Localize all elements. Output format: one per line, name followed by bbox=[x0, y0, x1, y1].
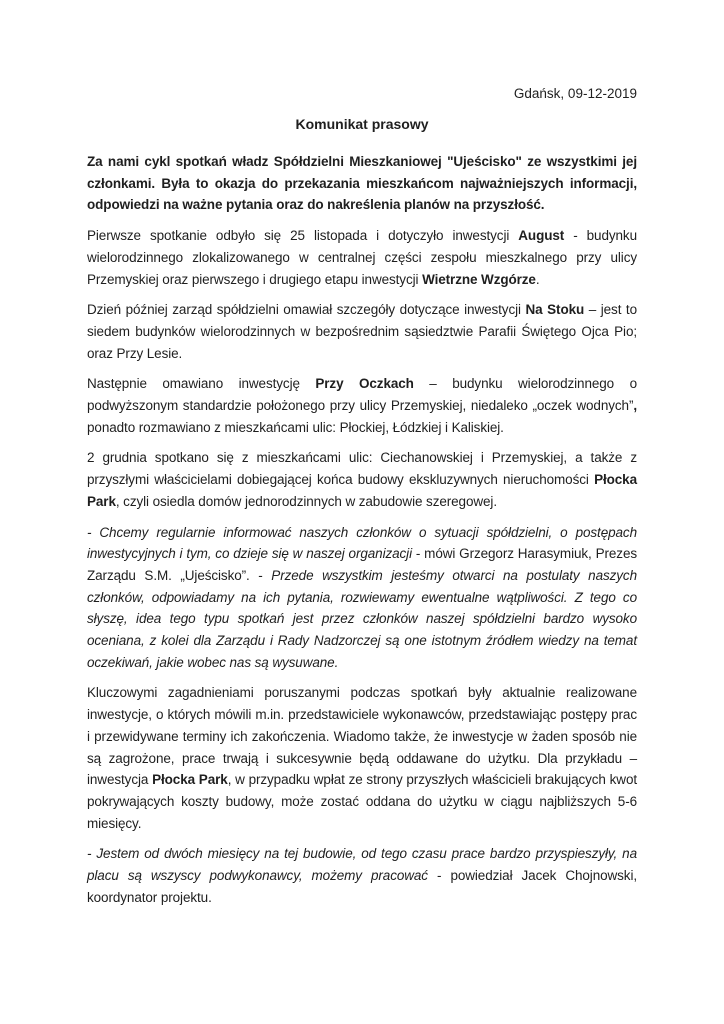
text-run: Przy Oczkach bbox=[315, 376, 414, 392]
paragraph bbox=[87, 843, 637, 908]
text-run: , bbox=[633, 398, 637, 414]
paragraph bbox=[87, 373, 637, 438]
text-run: Płocka Park bbox=[87, 472, 637, 509]
paragraph bbox=[87, 447, 637, 512]
text-run: - Jestem od dwóch miesięcy na tej budowie, od tego czasu prace bardzo przyspieszyły, na placu są wszyscy podwykonawcy, możemy pracować bbox=[87, 846, 637, 884]
text-run: Pierwsze spotkanie odbyło się 25 listopada i dotyczyło inwestycji bbox=[87, 228, 519, 244]
text-run: - Chcemy regularnie informować naszych członków o sytuacji spółdzielni, o postępach inwestycyjnych i tym, co dzieje się w naszej organizacji bbox=[87, 524, 637, 562]
text-run: - powiedział Jacek Chojnowski, koordynator projektu. bbox=[87, 868, 638, 905]
text-run: Kluczowymi zagadnieniami poruszanymi podczas spotkań były aktualnie realizowane inwestycje, o których mówili m.in. przedstawiciele wykonawców, przedstawiając postępy prac i przewidywane terminy ich zakończenia. Wiadomo także, że inwestycje w żaden sposób nie są zagrożone, prace trwają i sukcesywnie będą oddawane do użytku. Dla przykładu – inwestycja bbox=[87, 685, 637, 788]
paragraph bbox=[87, 225, 637, 290]
text-run: Za nami cykl spotkań władz Spółdzielni Mieszkaniowej "Ujeścisko" ze wszystkimi jej członkami. Była to okazja do przekazania mieszkańcom najważniejszych informacji, odpowiedzi na ważne pytania oraz do nakreślenia planów na przyszłość. bbox=[87, 154, 637, 213]
text-run: , w przypadku wpłat ze strony przyszłych właścicieli brakujących kwot pokrywających koszty budowy, może zostać oddana do użytku w ciągu najbliższych 5-6 miesięcy. bbox=[87, 772, 637, 831]
text-run: , czyli osiedla domów jednorodzinnych w zabudowie szeregowej. bbox=[115, 493, 497, 509]
text-run: – budynku wielorodzinnego o podwyższonym standardzie położonego przy ulicy Przemyskiej, niedaleko „oczek wodnych” bbox=[87, 376, 637, 414]
text-run: – jest to siedem budynków wielorodzinnych w bezpośrednim sąsiedztwie Parafii Świętego Ojca Pio; oraz Przy Lesie. bbox=[87, 302, 637, 361]
text-run: Na Stoku bbox=[525, 302, 585, 318]
document-body bbox=[87, 151, 637, 909]
text-run: Wietrzne Wzgórze bbox=[422, 271, 536, 287]
date-line: Gdańsk, 09-12-2019 bbox=[513, 86, 637, 101]
paragraph bbox=[87, 522, 637, 674]
text-run: 2 grudnia spotkano się z mieszkańcami ulic: Ciechanowskiej i Przemyskiej, a także z przyszłymi właścicielami dobiegającej końca budowy ekskluzywnych nieruchomości bbox=[87, 450, 637, 488]
text-run: Następnie omawiano inwestycję bbox=[87, 376, 316, 392]
text-run: ponadto rozmawiano z mieszkańcami ulic: Płockiej, Łódzkiej i Kaliskiej. bbox=[87, 419, 504, 435]
text-run: Przede wszystkim jesteśmy otwarci na postulaty naszych członków, odpowiadamy na ich pytania, rozwiewamy ewentualne wątpliwości. Z tego co słyszę, idea tego typu spotkań jest przez członków naszej spółdzielni bardzo wysoko oceniana, z kolei dla Zarządu i Rady Nadzorczej są one istotnym źródłem wiedzy na temat oczekiwań, jakie wobec nas są wysuwane. bbox=[87, 567, 637, 670]
paragraph bbox=[87, 682, 637, 834]
paragraph bbox=[87, 299, 637, 364]
text-run: August bbox=[518, 228, 565, 244]
text-run: - budynku wielorodzinnego zlokalizowanego w centralnej części zespołu mieszkalnego przy ulicy Przemyskiej oraz pierwszego i drugiego etapu inwestycji bbox=[87, 228, 637, 287]
text-run: . bbox=[535, 271, 540, 287]
text-run: Płocka Park bbox=[152, 772, 228, 788]
paragraph bbox=[87, 151, 637, 216]
text-run: - mówi Grzegorz Harasymiuk, Prezes Zarządu S.M. „Ujeścisko”. - bbox=[87, 546, 637, 583]
page-title: Komunikat prasowy bbox=[295, 116, 429, 132]
text-run: Dzień później zarząd spółdzielni omawiał szczegóły dotyczące inwestycji bbox=[87, 302, 526, 318]
